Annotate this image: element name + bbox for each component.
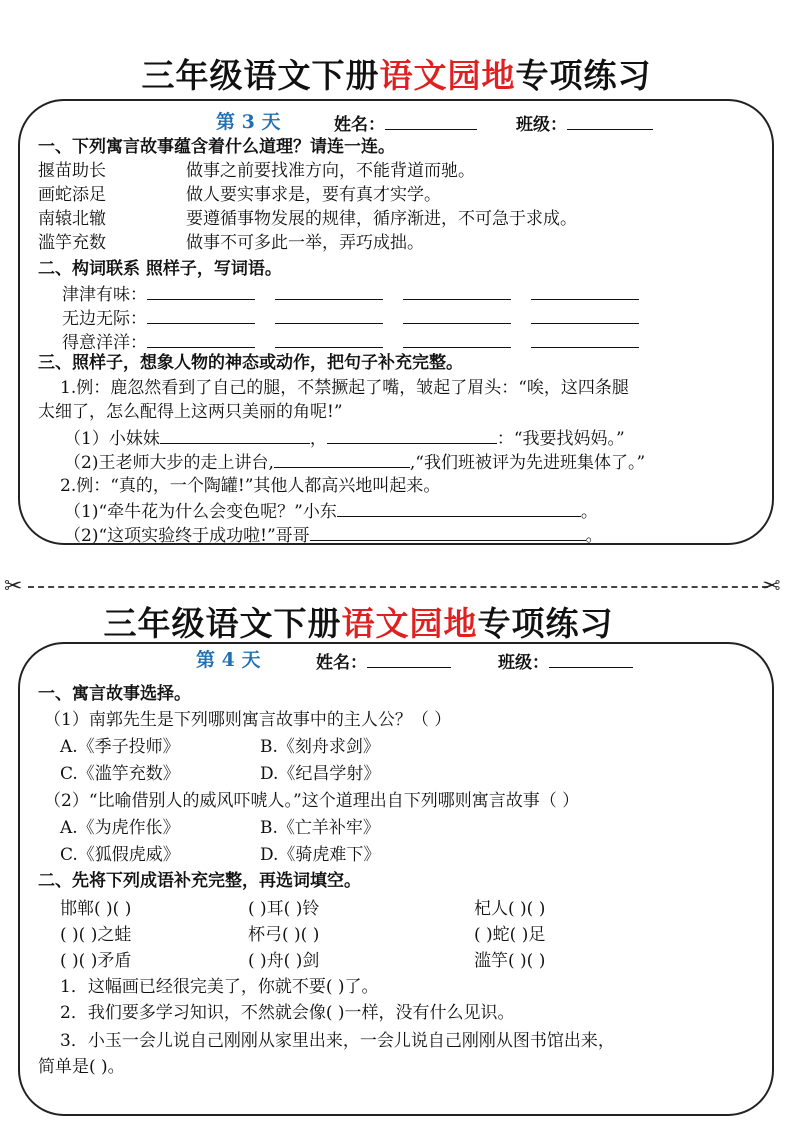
q1-1-option-c: C.《滥竽充数》 [60, 764, 180, 784]
answer-blank[interactable] [274, 451, 410, 468]
q3-example-1a: 1.例：鹿忽然看到了自己的腿，不禁撅起了嘴，皱起了眉头：“唉，这四条腿 [60, 378, 629, 398]
q1-2-option-c: C.《狐假虎威》 [60, 845, 180, 865]
answer-blank[interactable] [531, 307, 639, 324]
day3-header [216, 111, 280, 134]
answer-blank[interactable] [327, 427, 497, 444]
q3-item-1 [64, 427, 625, 450]
q1-1-option-a: A.《季子投师》 [60, 737, 180, 757]
day3-q3-title: 三、照样子，想象人物的神态或动作，把句子补充完整。 [38, 353, 463, 373]
answer-blank[interactable] [275, 331, 383, 348]
title-suffix: 专项练习 [477, 604, 614, 643]
title-highlight: 语文园地 [379, 56, 516, 95]
q1-right-3: 做事不可多此一举，弄巧成拙。 [186, 233, 424, 253]
q1-left-3: 滥竽充数 [38, 233, 106, 253]
answer-blank[interactable] [147, 283, 255, 300]
q1-right-0: 做事之前要找准方向，不能背道而驰。 [186, 161, 475, 181]
answer-blank[interactable] [531, 283, 639, 300]
idiom-r1-c1: 邯郸( )( ) [60, 899, 132, 919]
day4-q1-2: （2）“比喻借别人的威风吓唬人。”这个道理出自下列哪则寓言故事（ ） [44, 791, 580, 811]
q1-1-option-b: B.《刻舟求剑》 [260, 737, 380, 757]
idiom-r2-c1: ( )( )之蛙 [60, 925, 132, 945]
q2-word: 津津有味： [62, 285, 147, 305]
q1-left-0: 揠苗助长 [38, 161, 106, 181]
title-prefix: 三年级语文下册 [103, 604, 342, 643]
fill-sentence-1: 1．这幅画已经很完美了，你就不要( )了。 [60, 977, 379, 997]
q3-item-3 [64, 500, 598, 523]
q3-item-1-comma: ， [309, 429, 327, 449]
q2-word: 无边无际： [62, 309, 147, 329]
fill-sentence-2: 2．我们要多学习知识，不然就会像( )一样，没有什么见识。 [60, 1003, 515, 1023]
answer-blank[interactable] [147, 331, 255, 348]
q3-item-2-text: （2)王老师大步的走上讲台, [64, 453, 274, 473]
answer-blank[interactable] [147, 307, 255, 324]
scissors-icon-right: ✂ [762, 574, 781, 599]
q1-right-2: 要遵循事物发展的规律，循序渐进，不可急于求成。 [186, 209, 577, 229]
q3-item-4-text: （2)“这项实验终于成功啦!”哥哥 [64, 526, 310, 546]
idiom-r3-c3: 滥竽( )( ) [474, 951, 546, 971]
scissors-icon-left: ✂ [4, 574, 23, 599]
q3-item-3-text: （1)“牵牛花为什么会变色呢？”小东 [64, 502, 337, 522]
day3-class [516, 113, 653, 136]
answer-blank[interactable] [531, 331, 639, 348]
day3-label: 第 3 天 [216, 111, 281, 133]
title-suffix: 专项练习 [515, 56, 652, 95]
day4-class [498, 651, 633, 674]
q1-2-option-a: A.《为虎作伥》 [60, 818, 180, 838]
day3-q2-title: 二、构词联系 照样子，写词语。 [38, 259, 282, 279]
name-field[interactable] [385, 113, 477, 130]
day3-q1-title: 一、下列寓言故事蕴含着什么道理？请连一连。 [38, 137, 395, 157]
cut-line [28, 586, 768, 588]
day4-q1-1: （1）南郭先生是下列哪则寓言故事中的主人公？（ ） [44, 710, 452, 730]
worksheet-title-bottom [0, 598, 755, 645]
q3-item-2 [64, 451, 645, 474]
name-label: 姓名： [316, 653, 367, 673]
answer-blank[interactable] [337, 500, 581, 517]
answer-blank[interactable] [275, 283, 383, 300]
idiom-r3-c1: ( )( )矛盾 [60, 951, 132, 971]
day4-header [196, 649, 260, 672]
answer-blank[interactable] [403, 307, 511, 324]
q3-example-2: 2.例：“真的，一个陶罐!”其他人都高兴地叫起来。 [60, 476, 441, 496]
day4-q2-title: 二、先将下列成语补充完整，再选词填空。 [38, 871, 361, 891]
period: 。 [585, 526, 603, 546]
q2-row-2 [62, 331, 659, 354]
q2-word: 得意洋洋： [62, 333, 147, 353]
name-field[interactable] [367, 651, 451, 668]
title-highlight: 语文园地 [341, 604, 478, 643]
class-label: 班级： [498, 653, 549, 673]
q3-item-2-quote: ,“我们班被评为先进班集体了。” [409, 453, 646, 473]
answer-blank[interactable] [403, 283, 511, 300]
q1-left-2: 南辕北辙 [38, 209, 106, 229]
worksheet-title-top [0, 50, 793, 97]
day4-name [316, 651, 451, 674]
idiom-r2-c2: 杯弓( )( ) [248, 925, 320, 945]
answer-blank[interactable] [275, 307, 383, 324]
idiom-r3-c2: ( )舟( )剑 [248, 951, 320, 971]
fill-sentence-3a: 3．小玉一会儿说自己刚刚从家里出来，一会儿说自己刚刚从图书馆出来， [60, 1031, 615, 1051]
q2-row-1 [62, 307, 659, 330]
q3-example-1b: 太细了，怎么配得上这两只美丽的角呢!” [38, 402, 343, 422]
day4-label: 第 4 天 [196, 649, 261, 671]
answer-blank[interactable] [403, 331, 511, 348]
class-field[interactable] [549, 651, 633, 668]
day3-name [334, 113, 477, 136]
title-prefix: 三年级语文下册 [141, 56, 380, 95]
q3-item-1-text: （1）小妹妹 [64, 429, 160, 449]
name-label: 姓名： [334, 115, 385, 135]
idiom-r1-c3: 杞人( )( ) [474, 899, 546, 919]
period: 。 [580, 502, 598, 522]
q3-item-1-quote: ：“我要找妈妈。” [496, 429, 625, 449]
idiom-r2-c3: ( )蛇( )足 [474, 925, 546, 945]
q1-2-option-d: D.《骑虎难下》 [260, 845, 381, 865]
answer-blank[interactable] [310, 524, 586, 541]
q1-2-option-b: B.《亡羊补牢》 [260, 818, 380, 838]
q1-1-option-d: D.《纪昌学射》 [260, 764, 381, 784]
idiom-r1-c2: ( )耳( )铃 [248, 899, 320, 919]
class-field[interactable] [567, 113, 653, 130]
day4-q1-title: 一、寓言故事选择。 [38, 684, 191, 704]
fill-sentence-3b: 简单是( )。 [38, 1057, 125, 1077]
answer-blank[interactable] [160, 427, 310, 444]
q2-row-0 [62, 283, 659, 306]
class-label: 班级： [516, 115, 567, 135]
q1-left-1: 画蛇添足 [38, 185, 106, 205]
q1-right-1: 做人要实事求是，要有真才实学。 [186, 185, 441, 205]
q3-item-4 [64, 524, 603, 547]
